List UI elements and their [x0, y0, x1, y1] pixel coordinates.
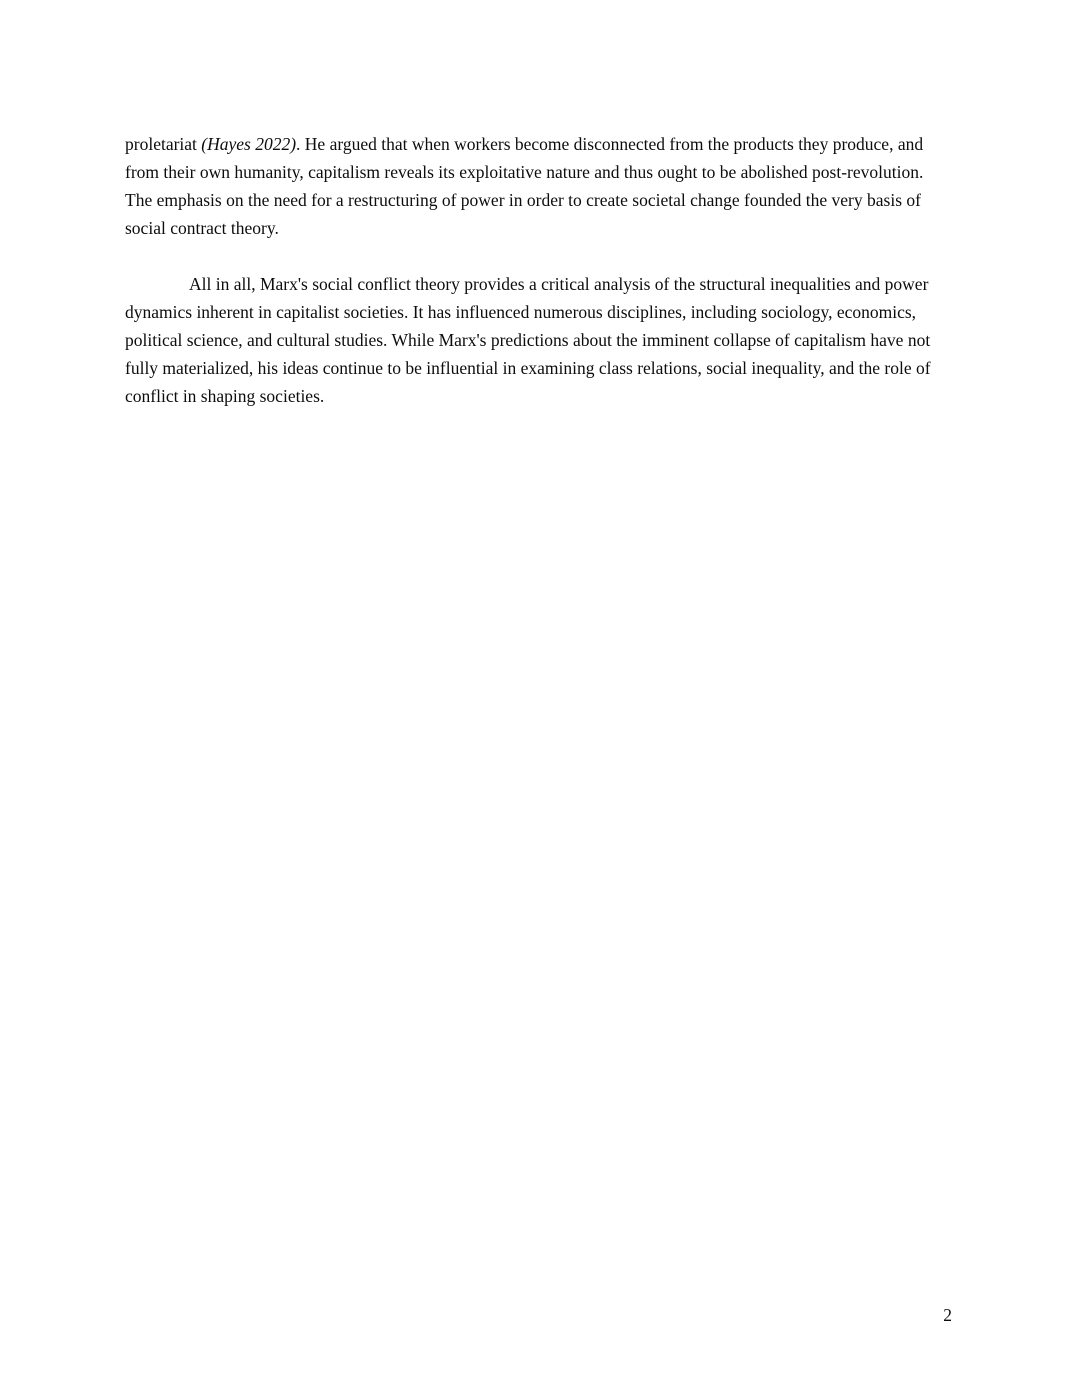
- paragraph-2: All in all, Marx's social conflict theory provides a critical analysis of the structural inequalities and power dynamics inherent in capitalist societies. It has influenced numerous disciplines, including sociology, economics, political science, and cultural studies. While Marx's predictions about the imminent collapse of capitalism have not fully materialized, his ideas continue to be influential in examining class relations, social inequality, and the role of conflict in shaping societies.: [125, 274, 931, 406]
- page-number: 2: [943, 1305, 952, 1325]
- paragraph-1: [125, 130, 940, 242]
- paragraph-1-text-start: proletariat: [125, 134, 202, 154]
- paragraph-1-text-rest: . He argued that when workers become disconnected from the products they produce, and from their own humanity, capitalism reveals its exploitative nature and thus ought to be abolished post-revolution. The emphasis on the need for a restructuring of power in order to create societal change founded the very basis of social contract theory.: [125, 134, 924, 238]
- citation-hayes-2022: (Hayes 2022): [201, 134, 297, 154]
- document-body: [125, 130, 940, 438]
